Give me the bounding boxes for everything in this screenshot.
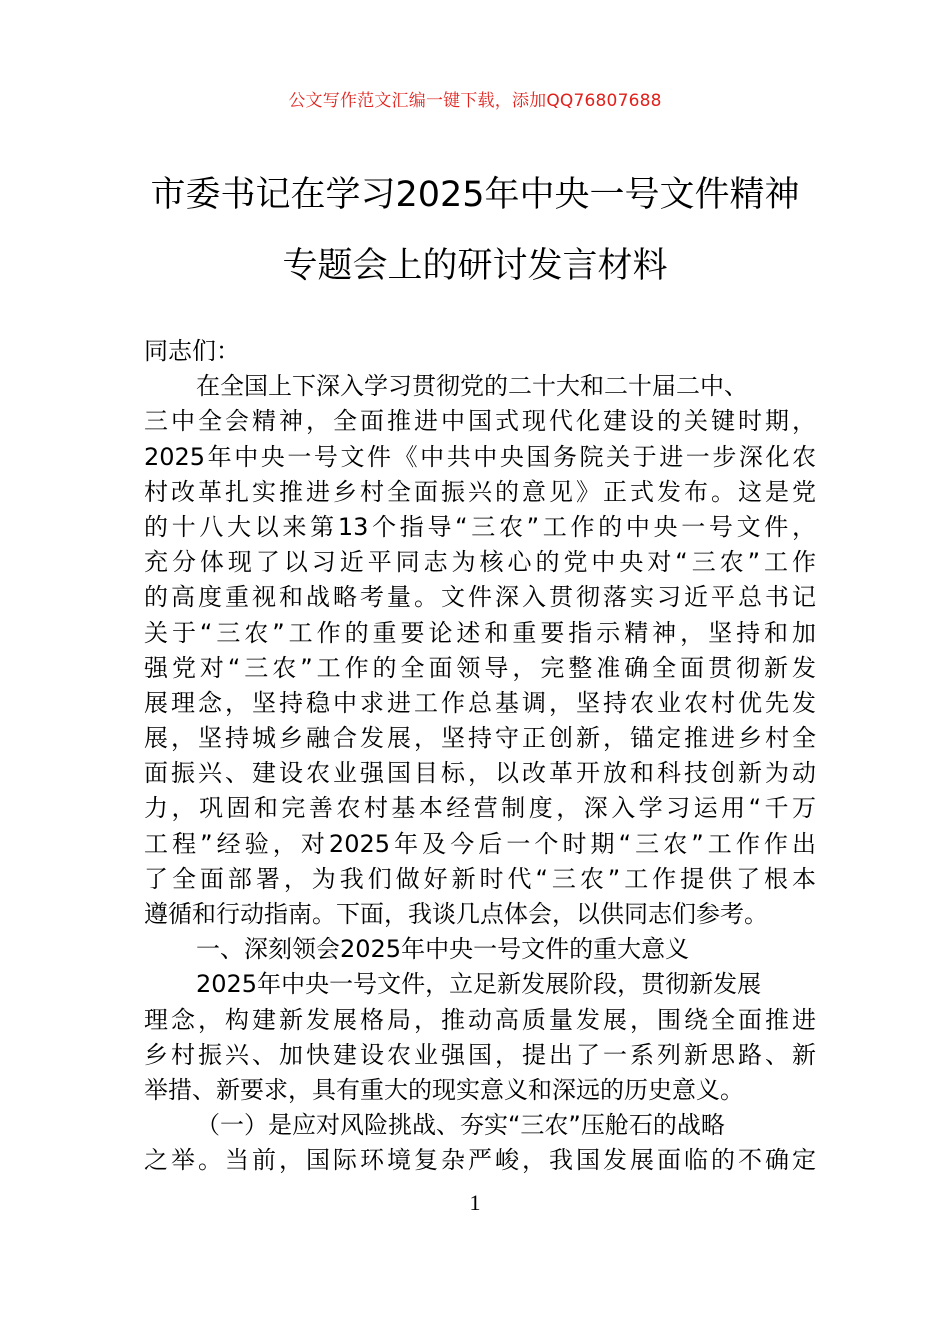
paragraph-line: 之举。当前，国际环境复杂严峻，我国发展面临的不确定	[144, 1146, 816, 1175]
paragraph-line: 2025年中央一号文件《中共中央国务院关于进一步深化农	[144, 442, 816, 471]
paragraph-line: 关于“三农”工作的重要论述和重要指示精神，坚持和加	[144, 618, 816, 647]
salutation: 同志们：	[144, 337, 240, 365]
paragraph-line: 工程”经验，对2025年及今后一个时期“三农”工作作出	[144, 829, 816, 858]
paragraph-line: 的高度重视和战略考量。文件深入贯彻落实习近平总书记	[144, 583, 816, 612]
paragraph-line: 遵循和行动指南。下面，我谈几点体会，以供同志们参考。	[144, 900, 768, 928]
paragraph-line: 的十八大以来第13个指导“三农”工作的中央一号文件，	[144, 512, 816, 541]
document-title-line-2: 专题会上的研讨发言材料	[282, 246, 668, 286]
paragraph-line: 展理念，坚持稳中求进工作总基调，坚持农业农村优先发	[144, 688, 816, 717]
header-download-note: 公文写作范文汇编一键下载，添加QQ76807688	[288, 91, 662, 111]
paragraph-line: 理念，构建新发展格局，推动高质量发展，围绕全面推进	[144, 1005, 816, 1034]
paragraph-line: 强党对“三农”工作的全面领导，完整准确全面贯彻新发	[144, 653, 816, 682]
paragraph-line: 力，巩固和完善农村基本经营制度，深入学习运用“千万	[144, 794, 816, 823]
page-number: 1	[469, 1190, 481, 1215]
paragraph-line: 三中全会精神，全面推进中国式现代化建设的关键时期，	[144, 407, 816, 436]
paragraph-line: 充分体现了以习近平同志为核心的党中央对“三农”工作	[144, 548, 816, 577]
paragraph-line: 举措、新要求，具有重大的现实意义和深远的历史意义。	[144, 1075, 744, 1104]
paragraph-line: 了全面部署，为我们做好新时代“三农”工作提供了根本	[144, 864, 816, 893]
paragraph-line: 在全国上下深入学习贯彻党的二十大和二十届二中、	[196, 372, 748, 401]
document-body	[144, 334, 816, 1179]
paragraph-line: 面振兴、建设农业强国目标，以改革开放和科技创新为动	[144, 759, 816, 788]
subsection-heading: （一）是应对风险挑战、夯实“三农”压舱石的战略	[196, 1111, 725, 1140]
section-heading: 一、深刻领会2025年中央一号文件的重大意义	[196, 935, 690, 964]
paragraph-line: 村改革扎实推进乡村全面振兴的意见》正式发布。这是党	[144, 477, 816, 506]
document-title-line-1: 市委书记在学习2025年中央一号文件精神	[150, 175, 800, 215]
paragraph-line: 展，坚持城乡融合发展，坚持守正创新，锚定推进乡村全	[144, 724, 816, 753]
paragraph-line: 乡村振兴、加快建设农业强国，提出了一系列新思路、新	[144, 1040, 816, 1069]
paragraph-line: 2025年中央一号文件，立足新发展阶段，贯彻新发展	[196, 970, 762, 999]
